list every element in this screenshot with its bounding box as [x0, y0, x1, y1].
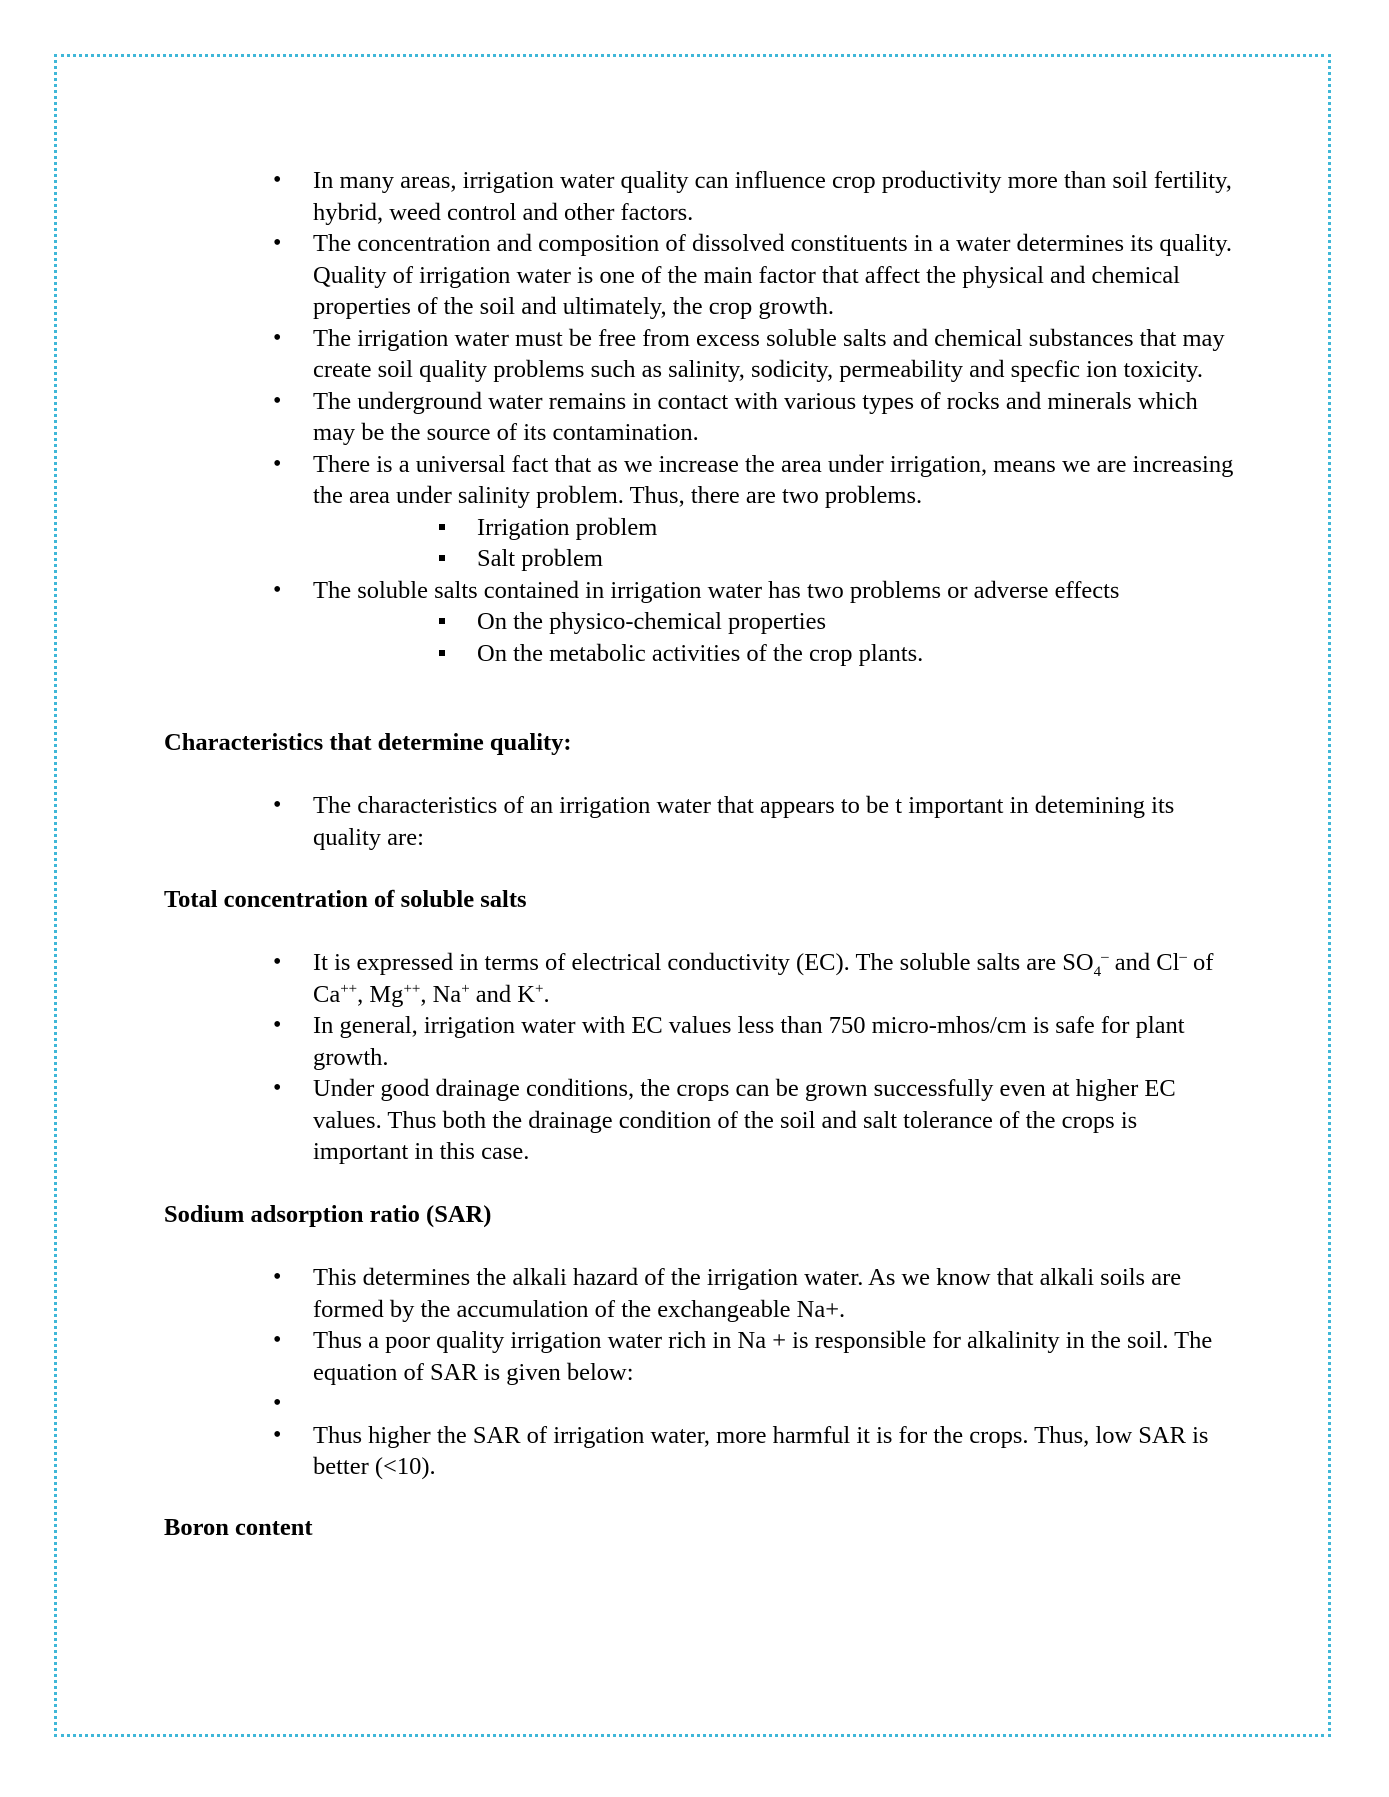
superscript: –: [1179, 948, 1187, 965]
list-item: [273, 1388, 1238, 1420]
bullet-icon: •: [273, 387, 282, 414]
bullet-icon: •: [273, 576, 282, 603]
bullet-icon: •: [273, 230, 282, 256]
list-item-text: Thus a poor quality irrigation water rich in Na + is responsible for alkalinity in the soil. The equation of SAR is given below:: [313, 1327, 1213, 1386]
intro-bullet-list: [273, 165, 1238, 669]
list-item-text: The soluble salts contained in irrigation water has two problems or adverse effects: [313, 576, 1120, 604]
bullet-icon: •: [273, 450, 282, 477]
section-heading-boron: Boron content: [164, 1514, 313, 1541]
list-item-text: The underground water remains in contact with various types of rocks and minerals which may be the source of its contamination.: [313, 387, 1198, 446]
subscript: 4: [1093, 963, 1102, 980]
sublist-item-text: Irrigation problem: [477, 513, 658, 541]
ec-text-part: , Na: [420, 980, 462, 1008]
list-item: [273, 1010, 1238, 1073]
sublist-item: [477, 512, 1238, 544]
list-item: [273, 323, 1238, 386]
list-item: [273, 386, 1238, 449]
list-item-text: In many areas, irrigation water quality can influence crop productivity more than soil fertility, hybrid, weed control and other factors.: [313, 167, 1232, 226]
ec-text-part: and Cl: [1108, 949, 1180, 976]
section-heading-characteristics: Characteristics that determine quality:: [164, 729, 572, 756]
superscript: +: [461, 980, 470, 997]
sublist-item: [477, 606, 1238, 638]
sublist-item-text: Salt problem: [477, 545, 603, 572]
list-item-text: The irrigation water must be free from excess soluble salts and chemical substances that may create soil quality problems such as salinity, sodicity, permeability and specfic ion toxicity.: [313, 324, 1225, 383]
sublist-item-text: On the physico-chemical properties: [477, 608, 827, 635]
bullet-icon: •: [273, 1327, 282, 1353]
list-item: [273, 790, 1238, 853]
list-item-text: Under good drainage conditions, the crops can be grown successfully even at higher EC values. Thus both the drainage condition of the soil and salt tolerance of the crops is important in this case.: [313, 1075, 1176, 1165]
square-bullet-icon: [439, 618, 445, 624]
section-heading-sar: Sodium adsorption ratio (SAR): [164, 1201, 492, 1228]
problems-sublist: [313, 512, 1238, 575]
section-heading-total-salts: Total concentration of soluble salts: [164, 886, 527, 913]
list-item: [273, 1073, 1238, 1168]
superscript: ++: [403, 980, 421, 997]
square-bullet-icon: [439, 650, 445, 656]
list-item: [273, 449, 1238, 575]
list-item-text: There is a universal fact that as we increase the area under irrigation, means we are increasing the area under salinity problem. Thus, there are two problems.: [313, 450, 1234, 509]
list-item-text: The concentration and composition of dissolved constituents in a water determines its quality. Quality of irrigation water is one of the main factor that affect the physical and chemical properties of the soil and ultimately, the crop growth.: [313, 230, 1232, 320]
superscript: ++: [340, 980, 358, 997]
ec-text-part: .: [543, 980, 550, 1008]
effects-sublist: [313, 606, 1238, 669]
bullet-icon: •: [273, 1012, 282, 1038]
square-bullet-icon: [439, 555, 445, 561]
bullet-icon: •: [273, 792, 282, 818]
sublist-item-text: On the metabolic activities of the crop plants.: [477, 639, 924, 667]
ec-text-part: It is expressed in terms of electrical conductivity (EC). The soluble salts are SO: [313, 949, 1094, 976]
bullet-icon: •: [273, 949, 282, 975]
bullet-icon: •: [273, 1075, 282, 1101]
list-item: [273, 947, 1238, 1010]
bullet-icon: •: [273, 1421, 282, 1448]
list-item-text: [313, 949, 1213, 1008]
bullet-icon: •: [273, 324, 282, 351]
list-item: [273, 1262, 1238, 1325]
superscript: –: [1101, 948, 1109, 965]
total-salts-bullet-list: [273, 947, 1238, 1168]
square-bullet-icon: [439, 524, 445, 530]
ec-text-part: of Ca: [313, 949, 1214, 1008]
list-item: [273, 575, 1238, 670]
sublist-item: [477, 543, 1238, 575]
sar-bullet-list: [273, 1262, 1238, 1483]
bullet-icon: •: [273, 1264, 282, 1290]
list-item-text: This determines the alkali hazard of the irrigation water. As we know that alkali soils are formed by the accumulation of the exchangeable Na+.: [313, 1264, 1182, 1323]
bullet-icon: •: [273, 167, 282, 193]
superscript: +: [534, 980, 544, 997]
list-item: [273, 228, 1238, 323]
list-item-text: Thus higher the SAR of irrigation water, more harmful it is for the crops. Thus, low SAR is better (<10).: [313, 1421, 1209, 1480]
sublist-item: [477, 638, 1238, 670]
list-item-text: In general, irrigation water with EC values less than 750 micro-mhos/cm is safe for plant growth.: [313, 1012, 1185, 1071]
list-item: [273, 1420, 1238, 1483]
characteristics-bullet-list: [273, 790, 1238, 853]
ec-text-part: and K: [469, 980, 535, 1008]
list-item-text: The characteristics of an irrigation water that appears to be t important in detemining its quality are:: [313, 792, 1175, 851]
ec-text-part: , Mg: [357, 980, 404, 1008]
list-item: [273, 1325, 1238, 1388]
list-item: [273, 165, 1238, 228]
bullet-icon: •: [273, 1390, 282, 1416]
